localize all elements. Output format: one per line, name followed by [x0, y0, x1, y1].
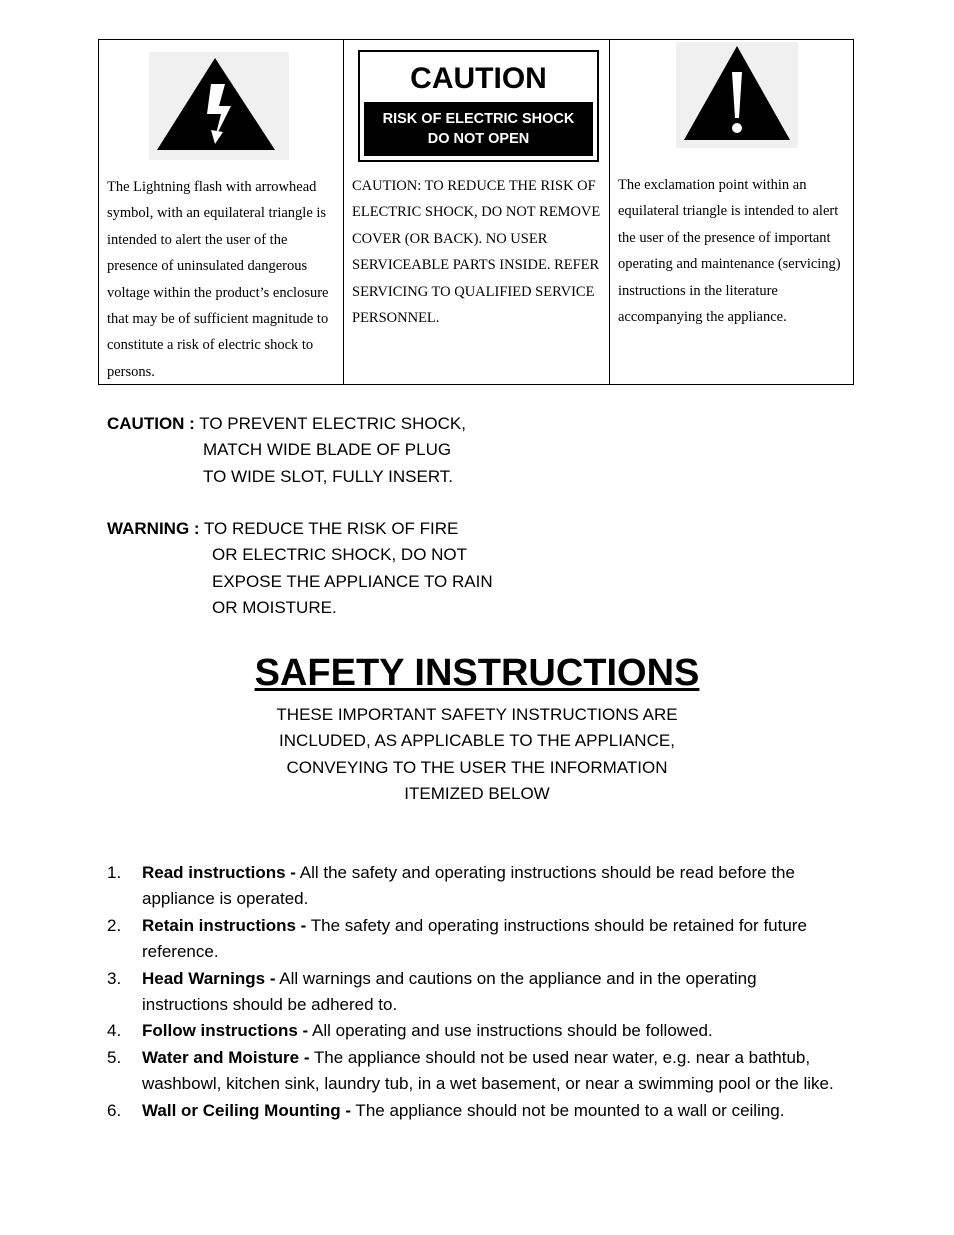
caution-label-line1: RISK OF ELECTRIC SHOCK	[382, 111, 575, 127]
lightning-description: The Lightning flash with arrowhead symbol, with an equilateral triangle is intended to alert the user of the presence of uninsulated dangerous voltage within the product’s enclosure that may be of sufficient magnitude to constitute a risk of electric shock to persons.	[107, 179, 329, 380]
item-heading: Wall or Ceiling Mounting -	[142, 1100, 352, 1120]
item-text: The safety and operating instructions should be retained for future reference.	[142, 915, 807, 962]
warning-label: WARNING :	[107, 519, 200, 538]
list-item	[107, 860, 847, 913]
caution-label-image	[358, 50, 599, 162]
warning-line: EXPOSE THE APPLIANCE TO RAIN	[212, 571, 493, 591]
page-title: SAFETY INSTRUCTIONS	[254, 652, 700, 694]
item-text: All the safety and operating instructions should be read before the appliance is operated.	[142, 863, 795, 909]
safety-intro	[0, 702, 954, 808]
exclamation-symbol-cell	[610, 40, 853, 384]
intro-line: THESE IMPORTANT SAFETY INSTRUCTIONS ARE	[276, 705, 678, 724]
caution-line: TO WIDE SLOT, FULLY INSERT.	[203, 466, 454, 486]
caution-line: TO PREVENT ELECTRIC SHOCK,	[199, 414, 466, 433]
caution-label: CAUTION :	[107, 414, 195, 433]
item-text: The appliance should not be mounted to a wall or ceiling.	[351, 1100, 785, 1120]
list-item	[107, 1045, 847, 1098]
caution-label-cell	[344, 40, 610, 384]
exclamation-triangle-icon	[676, 42, 798, 148]
item-number: 3.	[107, 968, 122, 988]
item-heading: Read instructions -	[142, 863, 296, 882]
list-item	[107, 1018, 847, 1044]
list-item	[107, 1098, 847, 1124]
item-number: 4.	[107, 1021, 122, 1041]
item-number: 6.	[107, 1100, 122, 1120]
instruction-list	[107, 860, 847, 1124]
warning-line: OR MOISTURE.	[212, 597, 337, 617]
item-text: All warnings and cautions on the appliance and in the operating instructions should be adhered to.	[142, 968, 757, 1015]
list-item	[107, 913, 847, 966]
warning-line: TO REDUCE THE RISK OF FIRE	[203, 519, 459, 538]
warning-line: OR ELECTRIC SHOCK, DO NOT	[212, 545, 468, 565]
symbol-table	[98, 39, 854, 385]
lightning-triangle-icon	[149, 52, 289, 160]
item-heading: Head Warnings -	[142, 968, 276, 988]
caution-label-description: CAUTION: TO REDUCE THE RISK OF ELECTRIC SHOCK, DO NOT REMOVE COVER (OR BACK). NO USER SERVICEABLE PARTS INSIDE. REFER SERVICING TO QUALIFIED SERVICE PERSONNEL.	[352, 178, 601, 327]
intro-line: CONVEYING TO THE USER THE INFORMATION	[286, 757, 668, 777]
intro-line: INCLUDED, AS APPLICABLE TO THE APPLIANCE,	[279, 731, 675, 751]
item-number: 2.	[107, 915, 122, 935]
exclamation-description: The exclamation point within an equilateral triangle is intended to alert the user of the presence of important operating and maintenance (servicing) instructions in the literature accompanying the appliance.	[618, 177, 841, 326]
item-text: All operating and use instructions should be followed.	[308, 1021, 713, 1041]
caution-line: MATCH WIDE BLADE OF PLUG	[203, 440, 452, 460]
item-heading: Follow instructions -	[142, 1021, 309, 1041]
item-heading: Retain instructions -	[142, 915, 307, 935]
lightning-symbol-cell	[99, 40, 344, 384]
item-number: 5.	[107, 1047, 122, 1067]
caution-label-heading: CAUTION	[410, 62, 547, 95]
item-text: The appliance should not be used near water, e.g. near a bathtub, washbowl, kitchen sink, laundry tub, in a wet basement, or near a swimming pool or the like.	[142, 1047, 834, 1094]
intro-line: ITEMIZED BELOW	[404, 784, 550, 804]
caution-notice	[107, 411, 466, 490]
caution-label-line2: DO NOT OPEN	[427, 131, 530, 147]
warning-notice	[107, 516, 493, 621]
item-number: 1.	[107, 863, 122, 882]
item-heading: Water and Moisture -	[142, 1047, 310, 1067]
list-item	[107, 966, 847, 1019]
